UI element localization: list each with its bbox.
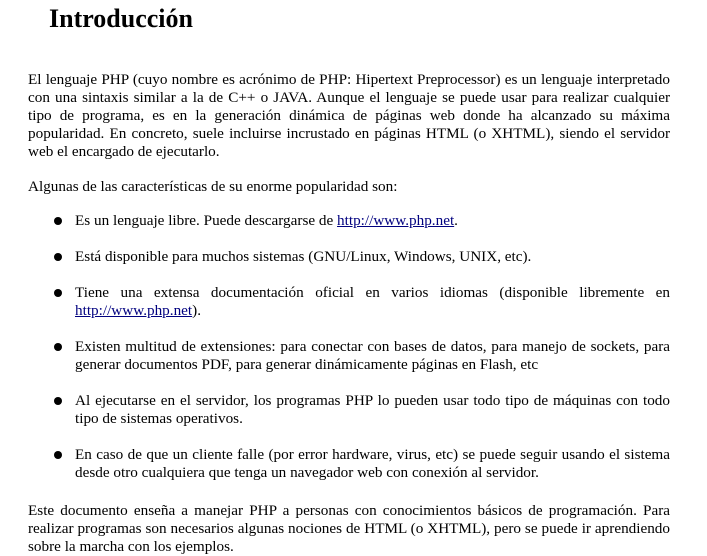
bullet-icon — [54, 397, 62, 405]
intro-paragraph: El lenguaje PHP (cuyo nombre es acrónimo de PHP: Hipertext Preprocessor) es un lenguaje interpretado con una sintaxis similar a la de C++ o JAVA. Aunque el lenguaje se puede usar para realizar cualquier tipo de programa, es en la generación dinámica de páginas web donde ha alcanzado su máxima popularidad. En concreto, suele incluirse incrustado en páginas HTML (o XHTML), siendo el servidor web el encargado de ejecutarlo. — [28, 71, 670, 160]
list-item-text: Es un lenguaje libre. Puede descargarse de http://www.php.net. — [75, 212, 458, 229]
features-intro: Algunas de las características de su enorme popularidad son: — [28, 178, 398, 195]
list-item-text: Tiene una extensa documentación oficial en varios idiomas (disponible libremente en http://www.php.net). — [75, 284, 670, 319]
bullet-icon — [54, 343, 62, 351]
list-item-text: En caso de que un cliente falle (por error hardware, virus, etc) se puede seguir usando el sistema desde otro cualquiera que tenga un navegador web con conexión al servidor. — [75, 446, 670, 481]
closing-paragraph: Este documento enseña a manejar PHP a personas con conocimientos básicos de programación. Para realizar programas son necesarios algunas nociones de HTML (o XHTML), pero se puede ir aprendiendo sobre la marcha con los ejemplos. — [28, 502, 670, 555]
php-net-link[interactable]: http://www.php.net — [337, 212, 455, 229]
list-item-text: Existen multitud de extensiones: para conectar con bases de datos, para manejo de sockets, para generar documentos PDF, para generar dinámicamente páginas en Flash, etc — [75, 338, 670, 373]
php-net-link[interactable]: http://www.php.net — [75, 302, 193, 319]
bullet-icon — [54, 253, 62, 261]
list-item-text: Está disponible para muchos sistemas (GNU/Linux, Windows, UNIX, etc). — [75, 248, 532, 265]
bullet-icon — [54, 451, 62, 459]
bullet-icon — [54, 217, 62, 225]
list-item-text: Al ejecutarse en el servidor, los programas PHP lo pueden usar todo tipo de máquinas con todo tipo de sistemas operativos. — [75, 392, 670, 427]
page-title: Introducción — [49, 4, 193, 33]
bullet-icon — [54, 289, 62, 297]
